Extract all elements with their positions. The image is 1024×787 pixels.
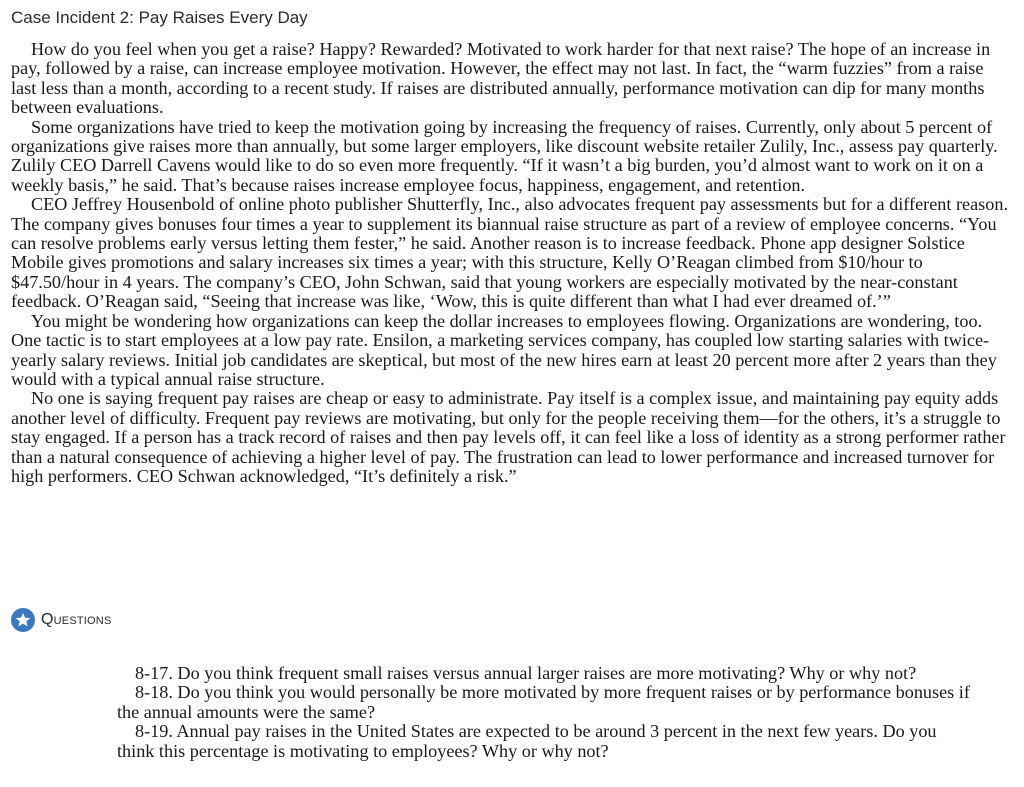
paragraph: How do you feel when you get a raise? Happy? Rewarded? Motivated to work harder for that next raise? The hope of an increase in pay, followed by a raise, can increase employee motivation. However, the effect may not last. In fact, the “warm fuzzies” from a raise last less than a month, according to a recent study. If raises are distributed annually, performance motivation can dip for many months between evaluations.	[11, 39, 991, 118]
paragraph: You might be wondering how organizations can keep the dollar increases to employees flowing. Organizations are wondering, too. One tactic is to start employees at a low pay rate. Ensilon, a marketing services company, has coupled low starting salaries with twice-yearly salary reviews. Initial job candidates are skeptical, but most of the new hires earn at least 20 percent more after 2 years than they would with a typical annual raise structure.	[11, 310, 997, 389]
paragraph: Some organizations have tried to keep the motivation going by increasing the frequency of raises. Currently, only about 5 percent of organizations give raises more than annually, but some larger employers, like discount website retailer Zulily, Inc., assess pay quarterly. Zulily CEO Darrell Cavens would like to do so even more frequently. “If it wasn’t a big burden, you’d almost want to work on it on a weekly basis,” he said. That’s because raises increase employee focus, happiness, engagement, and retention.	[11, 116, 998, 195]
case-body	[11, 40, 1011, 486]
questions-heading: Questions	[41, 611, 112, 628]
case-title: Case Incident 2: Pay Raises Every Day	[11, 8, 308, 27]
questions-list	[117, 664, 977, 761]
question-item: 8-17. Do you think frequent small raises versus annual larger raises are more motivating? Why or why not?	[135, 663, 917, 683]
star-icon	[11, 608, 35, 632]
paragraph: No one is saying frequent pay raises are cheap or easy to administrate. Pay itself is a complex issue, and maintaining pay equity adds another level of difficulty. Frequent pay reviews are motivating, but only for the people receiving them—for the others, it’s a struggle to stay engaged. If a person has a track record of raises and then pay levels off, it can feel like a loss of identity as a strong performer rather than a natural consequence of achieving a higher level of pay. The frustration can lead to lower performance and increased turnover for high performers. CEO Schwan acknowledged, “It’s definitely a risk.”	[11, 388, 1006, 486]
question-item: 8-18. Do you think you would personally be more motivated by more frequent raises or by performance bonuses if the annual amounts were the same?	[117, 682, 970, 722]
questions-header	[11, 608, 111, 632]
question-item: 8-19. Annual pay raises in the United States are expected to be around 3 percent in the next few years. Do you think this percentage is motivating to employees? Why or why not?	[117, 721, 937, 761]
paragraph: CEO Jeffrey Housenbold of online photo publisher Shutterfly, Inc., also advocates frequent pay assessments but for a different reason. The company gives bonuses four times a year to supplement its biannual raise structure as part of a review of employee concerns. “You can resolve problems early versus letting them fester,” he said. Another reason is to increase feedback. Phone app designer Solstice Mobile gives promotions and salary increases six times a year; with this structure, Kelly O’Reagan climbed from $10/hour to $47.50/hour in 4 years. The company’s CEO, John Schwan, said that young workers are especially motivated by the near-constant feedback. O’Reagan said, “Seeing that increase was like, ‘Wow, this is quite different than what I had ever dreamed of.’”	[11, 194, 1008, 312]
